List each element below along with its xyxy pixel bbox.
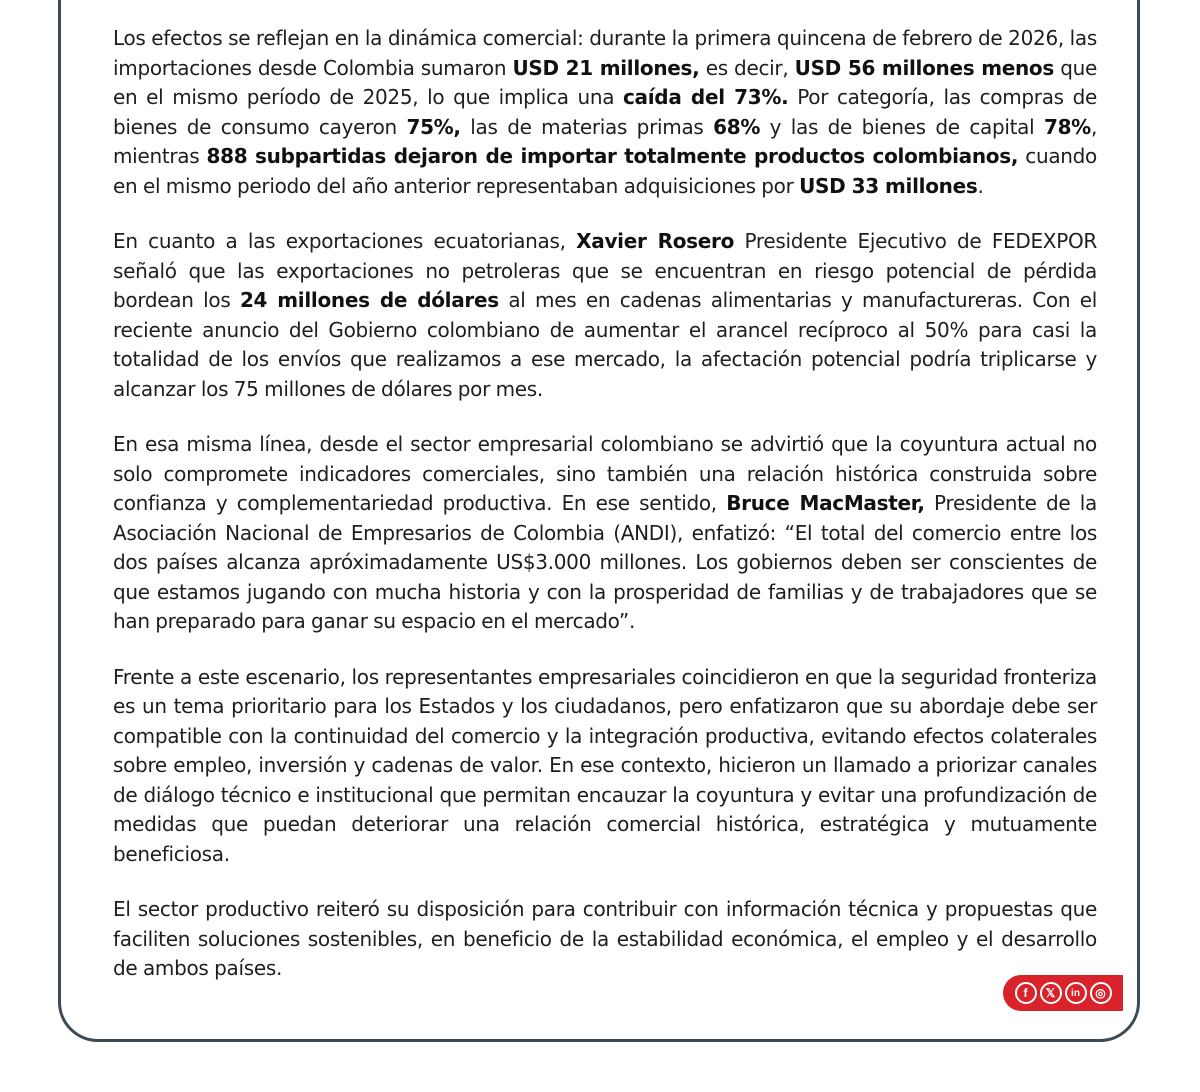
paragraph-3 <box>113 430 1097 637</box>
paragraph-5 <box>113 895 1097 984</box>
bold-text: 68% <box>713 114 761 139</box>
instagram-icon[interactable]: ◎ <box>1090 982 1112 1004</box>
text-run: y las de bienes de capital <box>760 114 1044 139</box>
text-run: cuando en el mismo periodo del año anterior representaban adquisiciones por <box>113 144 1097 198</box>
text-run: En cuanto a las exportaciones ecuatorianas, <box>113 229 577 253</box>
bold-text: 888 subpartidas dejaron de importar totalmente productos colombianos, <box>206 144 1019 168</box>
social-links-bar <box>1003 975 1123 1011</box>
text-run: En esa misma línea, desde el sector empresarial colombiano se advirtió que la coyuntura actual no solo compromete indicadores comerciales, sino también una relación histórica construida sobre confianza y complementariedad productiva. En ese sentido, <box>113 432 1097 515</box>
bold-text: Xavier Rosero <box>576 229 735 253</box>
bold-text: USD 56 millones menos <box>794 55 1054 80</box>
bold-text: 78% <box>1043 114 1091 139</box>
paragraph-1 <box>113 24 1097 201</box>
x-icon[interactable]: 𝕏 <box>1040 982 1062 1004</box>
text-run: El sector productivo reiteró su disposición para contribuir con información técnica y propuestas que faciliten soluciones sostenibles, en beneficio de la estabilidad económica, el empleo y el desarrollo de ambos países. <box>113 897 1097 980</box>
bold-text: USD 21 millones, <box>512 55 700 80</box>
text-run: Frente a este escenario, los representantes empresariales coincidieron en que la seguridad fronteriza es un tema prioritario para los Estados y los ciudadanos, pero enfatizaron que su abordaje debe ser compatible con la continuidad del comercio y la integración productiva, evitando efectos colaterales sobre empleo, inversión y cadenas de valor. En ese contexto, hicieron un llamado a priorizar canales de diálogo técnico e institucional que permitan encauzar la coyuntura y evitar una profundización de medidas que puedan deteriorar una relación comercial histórica, estratégica y mutuamente beneficiosa. <box>113 664 1097 866</box>
text-run: Los efectos se reflejan en la dinámica comercial: durante la primera quincena de febrero de 2026, las importaciones desde Colombia sumaron <box>113 26 1097 80</box>
facebook-icon[interactable]: f <box>1015 982 1037 1004</box>
paragraph-4 <box>113 663 1097 870</box>
text-run: . <box>977 173 984 198</box>
text-run: las de materias primas <box>460 114 714 139</box>
text-run: , mientras <box>113 114 1097 168</box>
bold-text: Bruce MacMaster, <box>726 491 925 515</box>
bold-text: USD 33 millones <box>799 173 978 198</box>
bold-text: 75%, <box>406 114 461 139</box>
linkedin-icon[interactable]: in <box>1065 982 1087 1004</box>
text-run: Presidente de la Asociación Nacional de Empresarios de Colombia (ANDI), enfatizó: “El total del comercio entre los dos países alcanza apróximadamente US$3.000 millones. Los gobiernos deben ser conscientes de que estamos jugando con mucha historia y con la prosperidad de familias y de trabajadores que se han preparado para ganar su espacio en el mercado”. <box>113 491 1097 633</box>
text-run: Por categoría, las compras de bienes de consumo cayeron <box>113 85 1098 139</box>
paragraph-2 <box>113 227 1097 404</box>
text-run: al mes en cadenas alimentarias y manufactureras. Con el reciente anuncio del Gobierno colombiano de aumentar el arancel recíproco al 50% para casi la totalidad de los envíos que realizamos a ese mercado, la afectación potencial podría triplicarse y alcanzar los 75 millones de dólares por mes. <box>113 288 1097 401</box>
bold-text: 24 millones de dólares <box>239 288 499 312</box>
bold-text: caída del 73%. <box>623 85 789 109</box>
text-run: es decir, <box>699 55 795 80</box>
text-run: que en el mismo período de 2025, lo que implica una <box>113 55 1097 109</box>
article-body <box>113 24 1097 1010</box>
text-run: Presidente Ejecutivo de FEDEXPOR señaló que las exportaciones no petroleras que se encuentran en riesgo potencial de pérdida bordean los <box>113 229 1097 312</box>
